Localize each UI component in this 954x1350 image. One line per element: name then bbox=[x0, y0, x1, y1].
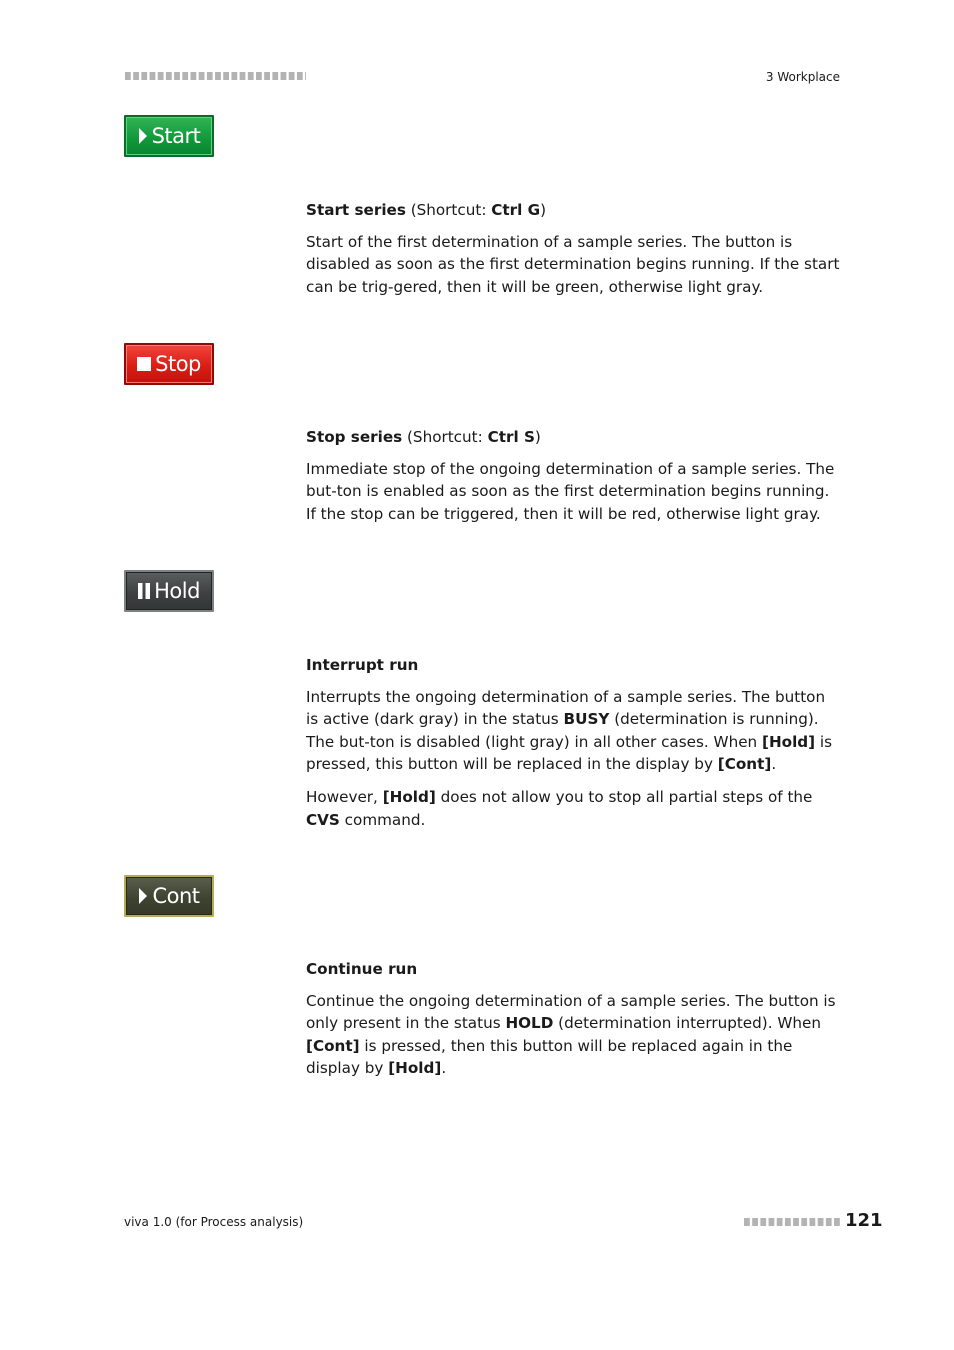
start-button-label: Start bbox=[151, 124, 201, 148]
start-button bbox=[124, 115, 214, 157]
footer-decoration bbox=[744, 1218, 840, 1226]
chapter-title: 3 Workplace bbox=[765, 70, 840, 84]
page-number: 121 bbox=[845, 1210, 883, 1231]
section-text: Interrupts the ongoing determination of a sample series. The button is active (dark gray) in the status BUSY (determination is running). The but-ton is disabled (light gray) in all other cases. When [Hold] is pressed, this button will be replaced in the display by [Cont]. bbox=[306, 687, 833, 774]
section-start-series bbox=[306, 199, 840, 308]
section-title: Stop series (Shortcut: Ctrl S) bbox=[306, 428, 541, 446]
section-continue-run bbox=[306, 958, 840, 1090]
cont-button-label: Cont bbox=[152, 884, 200, 908]
stop-button bbox=[124, 343, 214, 385]
section-interrupt-run bbox=[306, 654, 840, 841]
stop-icon bbox=[137, 357, 151, 371]
section-title: Interrupt run bbox=[306, 656, 419, 674]
hold-button bbox=[124, 570, 214, 612]
cont-button bbox=[124, 875, 214, 917]
section-title: Continue run bbox=[306, 960, 418, 978]
section-text: However, [Hold] does not allow you to stop all partial steps of the CVS command. bbox=[306, 787, 813, 829]
section-stop-series bbox=[306, 426, 840, 535]
stop-button-label: Stop bbox=[155, 352, 201, 376]
section-text: Continue the ongoing determination of a sample series. The button is only present in the status HOLD (determination interrupted). When [Cont] is pressed, then this button will be replaced again in the display by [Hold]. bbox=[306, 991, 836, 1078]
header-decoration bbox=[125, 72, 306, 80]
footer-product: viva 1.0 (for Process analysis) bbox=[124, 1215, 304, 1229]
section-text: Start of the first determination of a sample series. The button is disabled as soon as the first determination begins running. If the start can be trig-gered, then it will be green, otherwise light gray. bbox=[306, 232, 840, 296]
section-title: Start series (Shortcut: Ctrl G) bbox=[306, 201, 547, 219]
pause-icon bbox=[138, 583, 150, 599]
play-icon bbox=[138, 127, 148, 145]
section-text: Immediate stop of the ongoing determination of a sample series. The but-ton is enabled as soon as the first determination begins running. If the stop can be triggered, then it will be red, otherwise light gray. bbox=[306, 459, 835, 523]
play-icon bbox=[138, 887, 148, 905]
hold-button-label: Hold bbox=[154, 579, 200, 603]
